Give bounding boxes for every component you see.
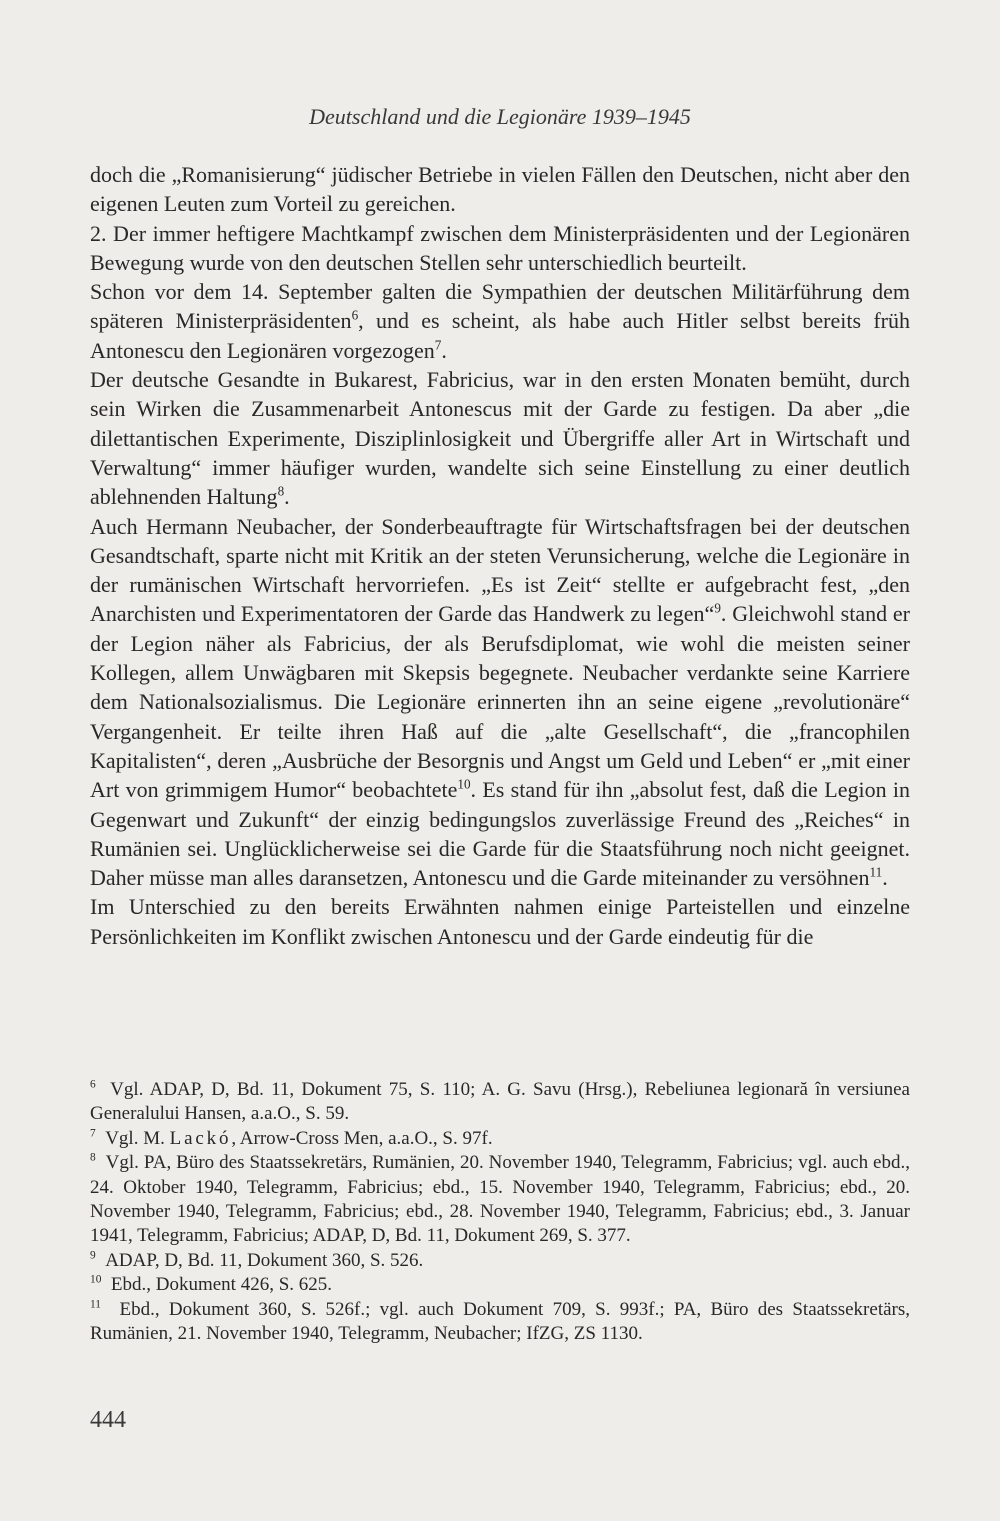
paragraph [90, 365, 910, 511]
footnote-ref[interactable]: 9 [714, 601, 721, 617]
footnote [90, 1078, 910, 1127]
footnote-ref[interactable]: 6 [351, 308, 359, 324]
footnote-number: 11 [90, 1298, 101, 1311]
footnote-ref[interactable]: 7 [434, 337, 442, 353]
page-number: 444 [90, 1407, 126, 1433]
footnote-ref[interactable]: 8 [277, 483, 285, 499]
footnote-text: Vgl. PA, Büro des Staatssekretärs, Rumänien, 20. November 1940, Telegramm, Fabricius; vgl. auch ebd., 24. Oktober 1940, Telegramm, Fabricius; ebd., 15. November 1940, Telegramm, Fabricius; ebd., 20. November 1940, Telegramm, Fabricius; ebd., 28. November 1940, Telegramm, Fabricius; ebd., 3. Januar 1941, Telegramm, Fabricius; ADAP, D, Bd. 11, Dokument 269, S. 377. [90, 1152, 910, 1247]
footnote-number: 10 [90, 1273, 102, 1286]
author-name: Lackó [169, 1127, 232, 1149]
footnote [90, 1151, 910, 1249]
footnote-text: Ebd., Dokument 426, S. 625. [110, 1274, 333, 1296]
running-head: Deutschland und die Legionäre 1939–1945 [309, 104, 691, 129]
text-segment: Schon vor dem 14. September galten die Sympathien der deutschen Militärführung dem späteren Ministerpräsidenten [90, 279, 910, 334]
paragraph: doch die „Romanisierung“ jüdischer Betriebe in vielen Fällen den Deutschen, nicht aber den eigenen Leuten zum Vorteil zu gereichen. [90, 162, 910, 217]
footnote-number: 8 [90, 1151, 96, 1164]
text-segment: Der deutsche Gesandte in Bukarest, Fabricius, war in den ersten Monaten bemüht, durch sein Wirken die Zusammenarbeit Antonescus mit der Garde zu festigen. Da aber „die dilettantischen Experimente, Disziplinlosigkeit und Übergriffe aller Art in Wirtschaft und Verwaltung“ immer häufiger wurden, wandelte sich seine Einstellung zu einer deutlich ablehnenden Haltung [90, 367, 910, 510]
footnote-number: 7 [90, 1127, 96, 1140]
footnote-number: 6 [90, 1078, 96, 1091]
text-segment: . [284, 484, 290, 510]
text-segment: . [441, 337, 447, 363]
footnote [90, 1298, 910, 1347]
paragraph [90, 277, 910, 365]
text-segment: . Gleichwohl stand er der Legion näher als Fabricius, der als Berufsdiplomat, wie wohl die meisten seiner Kollegen, allem Unwägbaren mit Skepsis begegnete. Neubacher verdankte seine Karriere dem Nationalsozialismus. Die Legionäre erinnerten ihn an seine eigene „revolutionäre“ Vergangenheit. Er teilte ihren Haß auf die „alte Gesellschaft“, die „francophilen Kapitalisten“, deren „Ausbrüche der Besorgnis und Angst um Geld und Leben“ er „mit einer Art von grimmigem Humor“ beobachtete [90, 601, 910, 803]
footnote-text: Ebd., Dokument 360, S. 526f.; vgl. auch Dokument 709, S. 993f.; PA, Büro des Staatssekretärs, Rumänien, 21. November 1940, Telegramm, Neubacher; IfZG, ZS 1130. [90, 1298, 911, 1345]
footnote-ref[interactable]: 11 [869, 864, 883, 880]
text-segment: . Es stand für ihn „absolut fest, daß die Legion in Gegenwart und Zukunft“ der einzig bedingungslos zuverlässige Freund des „Reiches“ in Rumänien sei. Unglücklicherweise sei die Garde für die Staatsführung noch nicht geeignet. Daher müsse man alles daransetzen, Antonescu und die Garde miteinander zu versöhnen [90, 777, 910, 891]
footnote-text: , Arrow-Cross Men, a.a.O., S. 97f. [231, 1127, 493, 1149]
paragraph: Im Unterschied zu den bereits Erwähnten nahmen einige Parteistellen und einzelne Persönlichkeiten im Konflikt zwischen Antonescu und der Garde eindeutig für die [90, 894, 910, 949]
text-segment: , und es scheint, als habe auch Hitler selbst bereits früh Antonescu den Legionären vorgezogen [90, 308, 910, 363]
footnote [90, 1273, 910, 1297]
paragraph [90, 512, 910, 893]
footnote [90, 1249, 910, 1273]
footnote-number: 9 [90, 1249, 96, 1262]
footnote-ref[interactable]: 10 [457, 776, 471, 792]
footnotes [90, 1078, 910, 1346]
paragraph: 2. Der immer heftigere Machtkampf zwischen dem Ministerpräsidenten und der Legionären Bewegung wurde von den deutschen Stellen sehr unterschiedlich beurteilt. [90, 220, 910, 275]
body-text [90, 160, 910, 951]
footnote-text: Vgl. ADAP, D, Bd. 11, Dokument 75, S. 110; A. G. Savu (Hrsg.), Rebeliunea legionară în versiunea Generalului Hansen, a.a.O., S. 59. [90, 1079, 910, 1125]
footnote-text: Vgl. M. [105, 1127, 170, 1149]
footnote [90, 1127, 910, 1151]
text-segment: . [882, 865, 888, 891]
text-segment: Auch Hermann Neubacher, der Sonderbeauftragte für Wirtschaftsfragen bei der deutschen Gesandtschaft, sparte nicht mit Kritik an der steten Verunsicherung, welche die Legionäre in der rumänischen Wirtschaft hervorriefen. „Es ist Zeit“ stellte er aufgebracht fest, „den Anarchisten und Experimentatoren der Garde das Handwerk zu legen“ [90, 513, 910, 627]
footnote-text: ADAP, D, Bd. 11, Dokument 360, S. 526. [105, 1249, 424, 1271]
